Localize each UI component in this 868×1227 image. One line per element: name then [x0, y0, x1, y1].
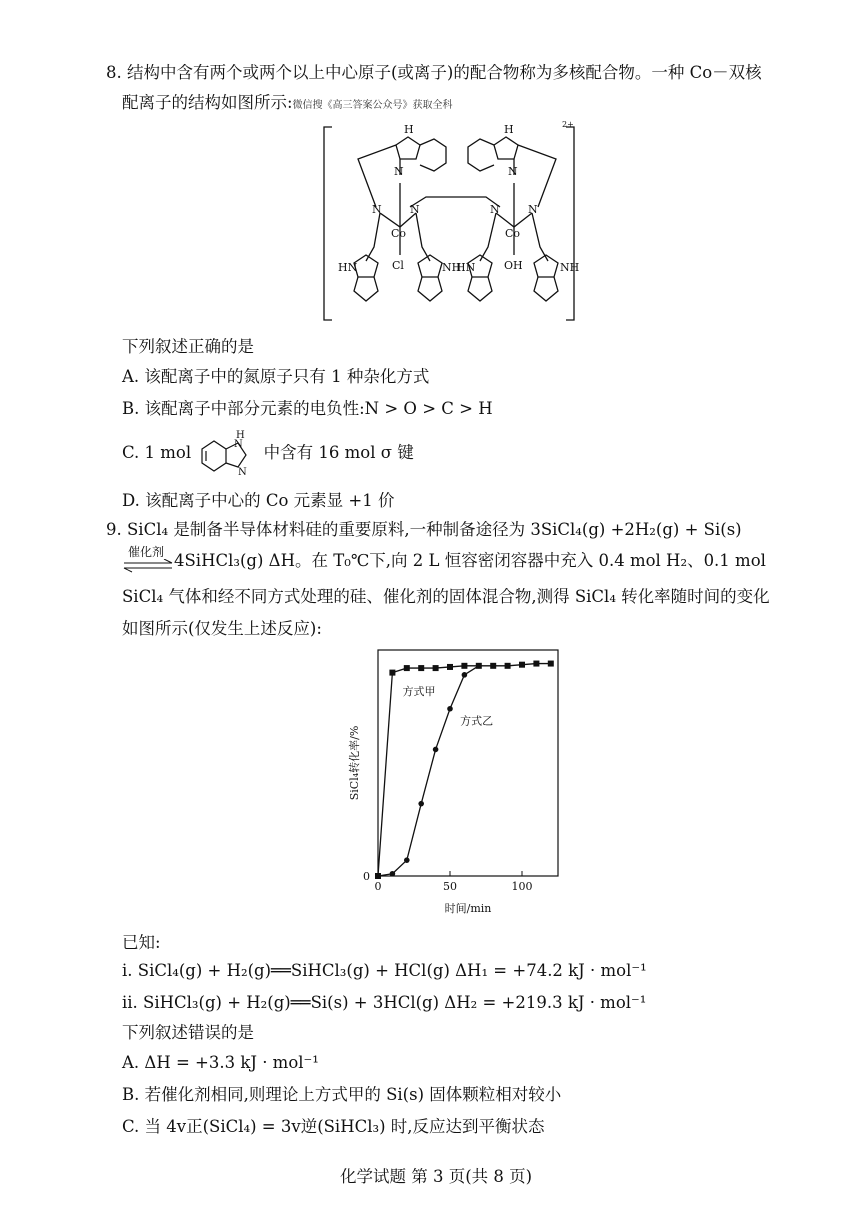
series-0-point-11: [533, 661, 539, 667]
q8-option-a: A. 该配离子中的氮原子只有 1 种杂化方式: [122, 367, 430, 386]
struct-cl: Cl: [392, 259, 404, 272]
sicl4-conversion-chart: [340, 640, 580, 925]
q9-line3: SiCl₄ 气体和经不同方式处理的硅、催化剂的固体混合物,测得 SiCl₄ 转化率随时间的变化: [122, 587, 770, 606]
struct-h-left: H: [404, 123, 414, 136]
x-tick-label-0: 0: [374, 880, 382, 893]
benzimidazole-n-bottom: N: [238, 466, 248, 477]
struct-h-right: H: [504, 123, 514, 136]
y-axis-label: SiCl₄转化率/%: [348, 725, 361, 801]
plot-frame: [378, 650, 558, 876]
series-label-0: 方式甲: [402, 685, 436, 699]
struct-nh-2: NH: [560, 261, 580, 274]
series-0-point-9: [505, 663, 511, 669]
struct-n-1: N: [394, 165, 404, 178]
q9-prompt: 下列叙述错误的是: [122, 1023, 254, 1042]
equilibrium-arrow-icon: [122, 559, 174, 573]
q8-option-c-pre: C. 1 mol: [122, 443, 192, 462]
q9-option-b: B. 若催化剂相同,则理论上方式甲的 Si(s) 固体颗粒相对较小: [122, 1085, 562, 1104]
q8-option-d: D. 该配离子中心的 Co 元素显 +1 价: [122, 491, 395, 510]
x-tick-label-50: 50: [443, 880, 457, 893]
struct-n-5: N: [490, 203, 500, 216]
series-1-point-7: [476, 663, 482, 669]
watermark: 微信搜《高三答案公众号》获取全科: [292, 100, 453, 111]
q9-option-c: C. 当 4v正(SiCl₄) = 3v逆(SiHCl₃) 时,反应达到平衡状态: [122, 1117, 545, 1136]
q9-line2: [122, 544, 766, 572]
series-1-point-5: [447, 706, 453, 712]
q9-known: 已知:: [122, 933, 161, 952]
catalyst-label: 催化剂: [128, 544, 165, 559]
struct-n-6: N: [528, 203, 538, 216]
series-1-point-2: [404, 857, 410, 863]
benzimidazole-n-top: N: [234, 438, 244, 450]
struct-co-right: Co: [505, 227, 521, 240]
series-0-point-6: [461, 663, 467, 669]
series-0-point-10: [519, 662, 525, 668]
series-0-point-4: [433, 665, 439, 671]
struct-n-4: N: [410, 203, 420, 216]
q9-line1: 9. SiCl₄ 是制备半导体材料硅的重要原料,一种制备途径为 3SiCl₄(g) +2H₂(g) + Si(s): [106, 520, 742, 539]
struct-hn-1: HN: [338, 261, 358, 274]
series-0-point-3: [418, 665, 424, 671]
q8-line1: 8. 结构中含有两个或两个以上中心原子(或离子)的配合物称为多核配合物。一种 Co－双核: [106, 63, 762, 82]
x-tick-label-100: 100: [511, 880, 533, 893]
q8-option-b: B. 该配离子中部分元素的电负性:N > O > C > H: [122, 399, 493, 418]
series-0-point-8: [490, 663, 496, 669]
series-1-point-6: [462, 672, 468, 678]
q9-eq1: ⅰ. SiCl₄(g) + H₂(g)══SiHCl₃(g) + HCl(g) ΔH₁ = +74.2 kJ · mol⁻¹: [122, 961, 647, 980]
series-0-point-12: [548, 661, 554, 667]
q8-prompt: 下列叙述正确的是: [122, 337, 254, 356]
q9-eq2: ⅱ. SiHCl₃(g) + H₂(g)══Si(s) + 3HCl(g) ΔH₂ = +219.3 kJ · mol⁻¹: [122, 993, 647, 1012]
struct-n-2: N: [508, 165, 518, 178]
series-1-point-3: [418, 801, 424, 807]
series-label-1: 方式乙: [460, 714, 494, 728]
q8-option-c-post: 中含有 16 mol σ 键: [263, 443, 414, 462]
series-0-point-5: [447, 664, 453, 670]
series-0-point-2: [404, 665, 410, 671]
struct-n-3: N: [372, 203, 382, 216]
series-1-point-0: [375, 873, 381, 879]
struct-hn-2: HN: [456, 261, 476, 274]
q8-option-c: [122, 429, 414, 477]
benzimidazole-h: H: [236, 429, 246, 441]
charge-label: 2+: [562, 120, 574, 129]
struct-co-left: Co: [391, 227, 407, 240]
co-binuclear-structure: [318, 115, 598, 325]
series-1-point-1: [390, 871, 396, 877]
series-0-point-1: [389, 670, 395, 676]
q9-line4: 如图所示(仅发生上述反应):: [122, 619, 322, 638]
benzimidazole-structure: [196, 427, 258, 477]
q8-line2: [122, 92, 453, 117]
struct-oh: OH: [504, 259, 523, 272]
q8-line2-text: 配离子的结构如图所示:: [122, 93, 293, 112]
page-footer: 化学试题 第 3 页(共 8 页): [340, 1167, 533, 1186]
struct-nh-1: NH: [442, 261, 462, 274]
series-1-point-4: [433, 747, 439, 753]
q9-line2-text: 4SiHCl₃(g) ΔH。在 T₀℃下,向 2 L 恒容密闭容器中充入 0.4 mol H₂、0.1 mol: [174, 551, 766, 570]
equilibrium-arrow: [122, 544, 174, 571]
y-tick-label-0: 0: [363, 870, 370, 883]
q9-option-a: A. ΔH = +3.3 kJ · mol⁻¹: [122, 1053, 319, 1072]
x-axis-label: 时间/min: [444, 902, 492, 915]
